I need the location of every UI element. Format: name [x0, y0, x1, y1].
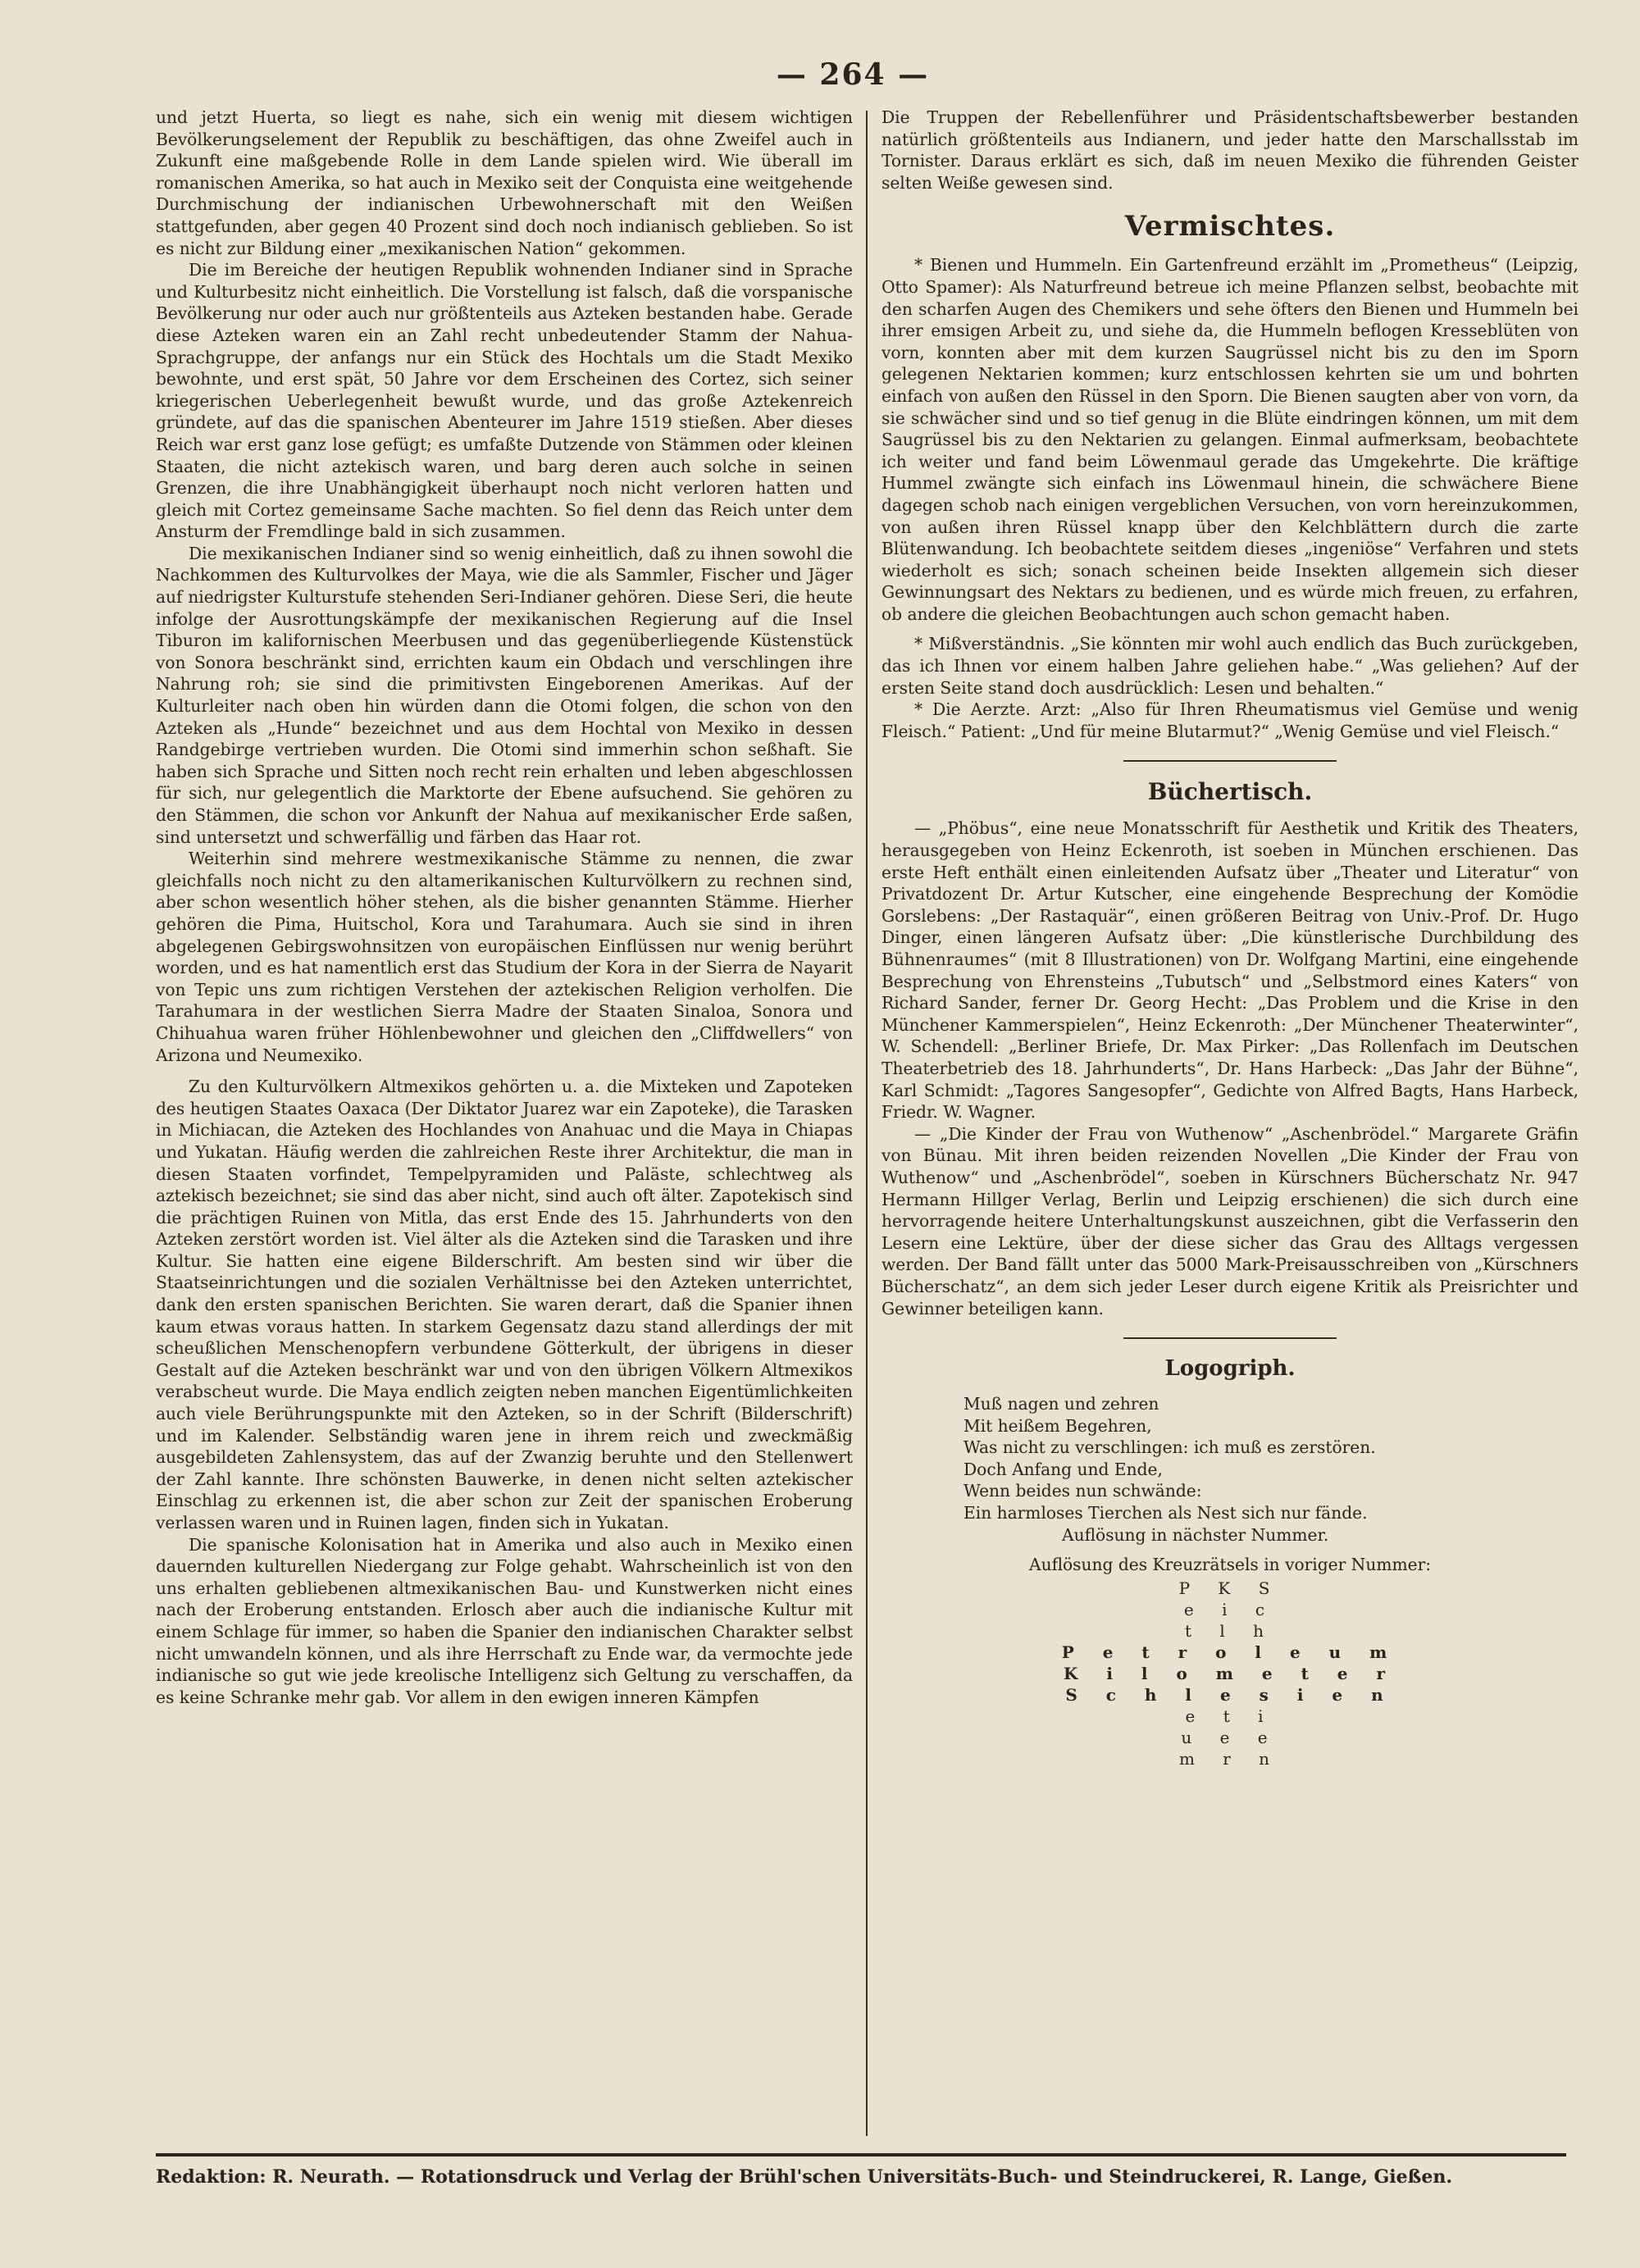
poem-line: Auflösung in nächster Nummer. [1062, 1524, 1329, 1545]
column-divider [866, 111, 868, 2136]
logogriph-heading: Logogriph. [1164, 1356, 1296, 1382]
crossword-row: t l h [1184, 1620, 1276, 1641]
section-rule [1123, 1337, 1337, 1339]
crossword-row: S c h l e s i e n [1065, 1684, 1395, 1705]
vermischtes-item-bienen: * Bienen und Hummeln. Ein Gartenfreund erzählt im „Prometheus“ (Leipzig, Otto Spamer): Als Naturfreund betreue ich meine Pflanzen selbst, beobachte mit den scharfen Augen des Chemikers und sehe öfters den Bienen und Hummeln bei ihrer emsigen Arbeit zu, und siehe da, die Hummeln beflogen Kresseblüten von vorn, konnten aber mit dem kurzen Saugrüssel nicht bis zu den im Sporn gelegenen Nektarien kommen; kurz entschlossen kehrten sie um und bohrten einfach von außen den Rüssel in den Sporn. Die Bienen saugten aber von vorn, da sie schwächer sind und so tief genug in die Blüte eindringen können, um mit dem Saugrüssel bis zu den Nektarien zu gelangen. Einmal aufmerksam, beobachtete ich weiter und fand beim Löwenmaul gerade das Umgekehrte. Die kräftige Hummel zwängte sich einfach ins Löwenmaul hinein, die schwächere Biene dagegen schob nach einigen vergeblichen Versuchen, von vorn hereinzukommen, von außen ihren Rüssel knapp über den Kelchblättern durch die zarte Blütenwandung. Ich beobachtete seitdem dieses „ingeniöse“ Verfahren und stets wiederholt es sich; sonach scheinen beide Insekten allgemein sich dieser Gewinnungsart des Nektars zu bedienen, und es würde mich freuen, zu erfahren, ob andere die gleichen Beobachtungen auch schon gemacht haben. [882, 255, 1578, 624]
vermischtes-item-missverstaendnis: * Mißverständnis. „Sie könnten mir wohl auch endlich das Buch zurückgeben, das ich Ihnen vor einem halben Jahre geliehen habe.“ „Was geliehen? Auf der ersten Seite stand doch ausdrücklich: Lesen und behalten.“ [882, 634, 1578, 698]
logogriph-poem [882, 1393, 1578, 1546]
crossword-row: u e e [1181, 1727, 1279, 1747]
article-paragraph-5: Zu den Kulturvölkern Altmexikos gehörten u. a. die Mixteken und Zapoteken des heutigen Staates Oaxaca (Der Diktator Juarez war ein Zapoteke), die Tarasken in Michiacan, die Azteken des Hochlandes von Anahuac und die Maya in Chiapas und Yukatan. Häufig werden die zahlreichen Reste ihrer Architektur, die man in diesen Staaten vorfindet, Tempelpyramiden und Paläste, schlechtweg als aztekisch bezeichnet; sie sind das aber nicht, sind auch oft älter. Zapotekisch sind die prächtigen Ruinen von Mitla, das erst Ende des 15. Jahrhunderts von den Azteken zerstört worden ist. Viel älter als die Azteken sind die Tarasken und ihre Kultur. Sie hatten eine eigene Bilderschrift. Am besten sind wir über die Staatseinrichtungen und die sozialen Verhältnisse bei den Azteken unterrichtet, dank den ersten spanischen Berichten. Sie waren derart, daß die Spanier ihnen kaum etwas voraus hatten. In starkem Gegensatz dazu stand allerdings der mit scheußlichen Menschenopfern verbundene Götterkult, der übrigens in dieser Gestalt auf die Azteken beschränkt war und von den übrigen Völkern Altmexikos verabscheut wurde. Die Maya endlich zeigten neben manchen Eigentümlichkeiten auch viele Berührungspunkte mit den Azteken, so in der Schrift (Bilderschrift) und im Kalender. Selbständig waren jene in ihrem reich und zweckmäßig ausgebildeten Zahlensystem, das auf der Zwanzig beruhte und den Stellenwert der Zahl kannte. Ihre schönsten Bauwerke, in denen nicht selten aztekischer Einschlag zu erkennen ist, die aber schon zur Zeit der spanischen Eroberung verlassen waren und in Ruinen lagen, finden sich in Yukatan. [156, 1077, 853, 1532]
buechertisch-item-phoebus: — „Phöbus“, eine neue Monatsschrift für Aesthetik und Kritik des Theaters, herausgegeben von Heinz Eckenroth, ist soeben in München erschienen. Das erste Heft enthält einen einleitenden Aufsatz über „Theater und Literatur“ von Privatdozent Dr. Artur Kutscher, eine eingehende Besprechung der Komödie Gorslebens: „Der Rastaquär“, einen größeren Beitrag von Univ.-Prof. Dr. Hugo Dinger, einen längeren Aufsatz über: „Die künstlerische Durchbildung des Bühnenraumes“ (mit 8 Illustrationen) von Dr. Wolfgang Martini, eine eingehende Besprechung von Ehrensteins „Tubutsch“ und „Selbstmord eines Katers“ von Richard Sander, ferner Dr. Georg Hecht: „Das Problem und die Krise in den Münchener Kammerspielen“, Heinz Eckenroth: „Der Münchener Theaterwinter“, W. Schendell: „Berliner Briefe, Dr. Max Pirker: „Das Rollenfach im Deutschen Theaterbetrieb des 18. Jahrhunderts“, Dr. Hans Harbeck: „Das Jahr der Bühne“, Karl Schmidt: „Tagores Sangesopfer“, Gedichte von Alfred Bagts, Hans Harbeck, Friedr. W. Wagner. [882, 818, 1578, 1123]
buechertisch-heading: Büchertisch. [1147, 778, 1313, 806]
imprint-footer: Redaktion: R. Neurath. — Rotationsdruck und Verlag der Brühl'schen Universitäts-Buch- und Steindruckerei, R. Lange, Gießen. [156, 2166, 1453, 2188]
poem-line: Doch Anfang und Ende, [963, 1459, 1163, 1479]
article-paragraph-4: Weiterhin sind mehrere westmexikanische Stämme zu nennen, die zwar gleichfalls noch nicht zu den altamerikanischen Kulturvölkern zu rechnen sind, aber schon wesentlich höher stehen, als die bisher genannten Stämme. Hierher gehören die Pima, Huitschol, Kora und Tarahumara. Auch sie sind in ihren abgelegenen Gebirgswohnsitzen von europäischen Einflüssen nur wenig berührt worden, und es hat namentlich erst das Studium der Kora in der Sierra de Nayarit von Tepic uns zum richtigen Verstehen der aztekischen Religion verholfen. Die Tarahumara in der westlichen Sierra Madre der Staaten Sinaloa, Sonora und Chihuahua waren früher Höhlenbewohner und gleichen den „Cliffdwellers“ von Arizona und Neumexiko. [156, 849, 853, 1065]
section-rule [1123, 760, 1337, 762]
crossword-row: K i l o m e t e r [1063, 1663, 1396, 1683]
poem-line: Muß nagen und zehren [963, 1394, 1159, 1414]
poem-line: Mit heißem Begehren, [963, 1415, 1152, 1436]
article-paragraph-2: Die im Bereiche der heutigen Republik wohnenden Indianer sind in Sprache und Kulturbesitz nicht einheitlich. Die Vorstellung ist falsch, daß die vorspanische Bevölkerung nur oder auch nur größtenteils aus Azteken bestanden habe. Gerade diese Azteken waren ein an Zahl recht unbedeutender Stamm der Nahua-Sprachgruppe, der anfangs nur ein Stück des Hochtals um die Stadt Mexiko bewohnte, und erst spät, 50 Jahre vor dem Erscheinen des Cortez, sich seiner kriegerischen Ueberlegenheit bewußt wurde, und das große Aztekenreich gründete, auf das die spanischen Abenteurer im Jahre 1519 stießen. Aber dieses Reich war erst ganz lose gefügt; es umfaßte Dutzende von Stämmen oder kleinen Staaten, die nicht aztekisch waren, und barg deren auch solche in seinen Grenzen, die ihre Unabhängigkeit überhaupt noch nicht verloren hatten und gleich mit Cortez gemeinsame Sache machten. So fiel denn das Reich unter dem Ansturm der Fremdlinge bald in sich zusammen. [156, 260, 853, 542]
right-column [882, 107, 1578, 2132]
crossword-solution-grid [882, 1578, 1578, 1769]
poem-line: Wenn beides nun schwände: [963, 1481, 1202, 1501]
article-paragraph-3: Die mexikanischen Indianer sind so wenig einheitlich, daß zu ihnen sowohl die Nachkommen des Kulturvolkes der Maya, wie die als Sammler, Fischer und Jäger auf niedrigster Kulturstufe stehenden Seri-Indianer gehören. Diese Seri, die heute infolge der Ausrottungskämpfe der mexikanischen Regierung auf die Insel Tiburon im kalifornischen Meerbusen und das gegenüberliegende Küstenstück von Sonora beschränkt sind, errichten kaum ein Obdach und verschlingen ihre Nahrung roh; sie sind die primitivsten Eingeborenen Amerikas. Auf der Kulturleiter nach oben hin würden dann die Otomi folgen, die schon von den Azteken als „Hunde“ bezeichnet und aus dem Hochtal von Mexiko in dessen Randgebirge vertrieben wurden. Die Otomi sind immerhin schon seßhaft. Sie haben sich Sprache und Sitten noch recht rein erhalten und leben abgeschlossen für sich, nur gelegentlich die Marktorte der Ebene aufsuchend. Sie gehören zu den Stämmen, die schon vor Ankunft der Nahua auf mexikanischer Erde saßen, sind untersetzt und schwerfällig und färben das Haar rot. [156, 543, 853, 847]
crossword-solution-heading: Auflösung des Kreuzrätsels in voriger Nummer: [1028, 1555, 1432, 1575]
poem-line: Ein harmloses Tierchen als Nest sich nur fände. [963, 1503, 1368, 1523]
article-paragraph-1: und jetzt Huerta, so liegt es nahe, sich ein wenig mit diesem wichtigen Bevölkerungselement der Republik zu beschäftigen, das ohne Zweifel auch in Zukunft eine maßgebende Rolle in dem Lande spielen wird. Wie überall im romanischen Amerika, so hat auch in Mexiko seit der Conquista eine weitgehende Durchmischung der indianischen Urbewohnerschaft mit den Weißen stattgefunden, aber gegen 40 Prozent sind doch noch indianisch geblieben. So ist es nicht zur Bildung einer „mexikanischen Nation“ gekommen. [156, 107, 853, 258]
crossword-row: P e t r o l e u m [1061, 1642, 1399, 1662]
poem-line: Was nicht zu verschlingen: ich muß es zerstören. [963, 1437, 1376, 1458]
left-column [156, 107, 853, 2132]
page-number: — 264 — [776, 57, 930, 92]
vermischtes-item-aerzte: * Die Aerzte. Arzt: „Also für Ihren Rheumatismus viel Gemüse und wenig Fleisch.“ Patient: „Und für meine Blutarmut?“ „Wenig Gemüse und viel Fleisch.“ [882, 699, 1578, 741]
article-paragraph-6: Die spanische Kolonisation hat in Amerika und also auch in Mexiko einen dauernden kulturellen Niedergang zur Folge gehabt. Wahrscheinlich ist von den uns erhalten gebliebenen altmexikanischen Bau- und Kunstwerken nicht eines nach der Eroberung entstanden. Erlosch aber auch die indianische Kultur mit einem Schlage für immer, so haben die Spanier den indianischen Charakter selbst nicht umwandeln können, und als ihre Herrschaft zu Ende war, da vermochte jede indianische so gut wie jede kreolische Intelligenz sich Geltung zu verschaffen, da es keine Schranke mehr gab. Vor allem in den ewigen inneren Kämpfen [156, 1534, 853, 1707]
crossword-row: e i c [1183, 1599, 1277, 1619]
buechertisch-item-wuthenow: — „Die Kinder der Frau von Wuthenow“ „Aschenbrödel.“ Margarete Gräfin von Bünau. Mit ihren beiden reizenden Novellen „Die Kinder der Frau von Wuthenow“ und „Aschenbrödel“, soeben in Kürschners Bücherschatz Nr. 947 Hermann Hillger Verlag, Berlin und Leipzig erschienen) die sich durch eine hervorragende heitere Unterhaltungskunst auszeichnen, gibt die Verfasserin den Lesern eine Lektüre, über der diese sicher das Grau des Alltags vergessen werden. Der Band fällt unter das 5000 Mark-Preisausschreiben von „Kürschners Bücherschatz“, an dem sich jeder Leser durch eigene Kritik als Preisrichter und Gewinner beteiligen kann. [882, 1123, 1578, 1318]
article-continuation: Die Truppen der Rebellenführer und Präsidentschaftsbewerber bestanden natürlich größtenteils aus Indianern, und jeder hatte den Marschallsstab im Tornister. Daraus erklärt es sich, daß im neuen Mexiko die führenden Geister selten Weiße gewesen sind. [882, 107, 1578, 193]
crossword-row: m r n [1178, 1748, 1282, 1769]
crossword-row: P K S [1178, 1578, 1282, 1598]
crossword-row: e t i [1185, 1706, 1275, 1726]
vermischtes-heading: Vermischtes. [1124, 210, 1336, 244]
footer-rule [156, 2153, 1566, 2156]
